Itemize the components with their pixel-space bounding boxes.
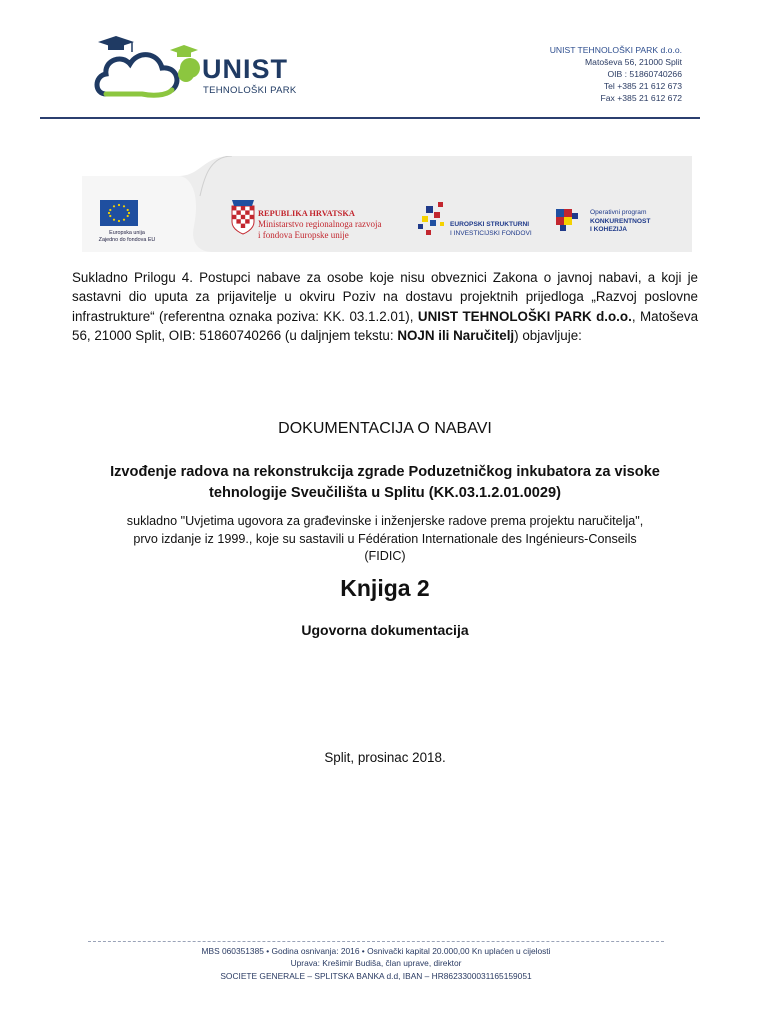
- intro-paragraph: [72, 268, 698, 345]
- cloud-icon: [97, 55, 177, 94]
- place-and-date: Split, prosinac 2018.: [324, 750, 446, 765]
- opkk-line: KONKURENTNOST: [590, 217, 651, 225]
- fidic-line: sukladno "Uvjetima ugovora za građevinske i inženjerske radove prema projektu naručitelja",: [126, 514, 644, 528]
- company-name: UNIST TEHNOLOŠKI PARK d.o.o.: [549, 45, 682, 55]
- croatian-coat-of-arms-icon: [232, 200, 254, 234]
- intro-text: , Matoševa 56, 21000 Split, OIB: 51860740266 (u daljnjem tekstu:: [72, 308, 699, 343]
- company-contact-block: [550, 44, 682, 104]
- ministry-line: i fondova Europske unije: [258, 230, 349, 240]
- subject-line: tehnologije Sveučilišta u Splitu (KK.03.1.2.01.0029): [209, 485, 561, 501]
- book-number: Knjiga 2: [340, 575, 430, 601]
- page-footer: [88, 945, 664, 982]
- logo-wordmark: UNIST: [202, 54, 288, 84]
- opkk-label: [590, 209, 650, 235]
- company-phone: Tel +385 21 612 673: [603, 81, 682, 91]
- document-title: DOKUMENTACIJA O NABAVI: [278, 420, 492, 437]
- esif-line: EUROPSKI STRUKTURNI: [450, 221, 530, 228]
- company-fax: Fax +385 21 612 672: [600, 93, 682, 103]
- logo-subtitle: TEHNOLOŠKI PARK: [203, 85, 297, 96]
- opkk-line: Operativni program: [590, 209, 647, 216]
- company-oib: OIB : 51860740266: [607, 69, 682, 79]
- intro-text: Sukladno Prilogu 4. Postupci nabave za osobe koje nisu obveznici Zakona o javnoj nabavi, a koji je sastavni dio uputa za prijavitelje u okviru Poziv na dostavu projektnih prijedloga „Razvoj poslovne infrastrukture“ (referentna oznaka poziva: KK. 03.1.2.01),: [72, 270, 698, 324]
- ministry-line: REPUBLIKA HRVATSKA: [258, 209, 355, 218]
- procurement-subject: [70, 462, 700, 504]
- ministry-line: Ministarstvo regionalnoga razvoja: [258, 219, 382, 229]
- footer-divider: [88, 941, 664, 942]
- header-divider: [40, 117, 700, 119]
- footer-bank: SOCIETE GENERALE – SPLITSKA BANKA d.d, IBAN – HR8623300031165159051: [220, 970, 532, 981]
- ministry-label: [258, 208, 381, 241]
- eu-caption-line: Zajedno do fondova EU: [98, 237, 156, 243]
- eu-flag-icon: [100, 200, 138, 226]
- esif-label: [450, 220, 532, 238]
- footer-registration: MBS 060351385 • Godina osnivanja: 2016 • Osnivački kapital 20.000,00 Kn uplaćen u cijelosti: [201, 946, 551, 956]
- intro-company-name: UNIST TEHNOLOŠKI PARK d.o.o.: [417, 308, 632, 324]
- eu-flag-caption: [96, 230, 158, 244]
- esif-line: I INVESTICIJSKI FONDOVI: [450, 230, 532, 237]
- intro-text: ) objavljuje:: [514, 327, 582, 343]
- funding-banner: [82, 156, 692, 256]
- subject-line: Izvođenje radova na rekonstrukcija zgrade Poduzetničkog inkubatora za visoke: [110, 464, 660, 480]
- graduation-cap-icon: [98, 36, 134, 52]
- fidic-reference: [70, 513, 700, 566]
- part-title: Ugovorna dokumentacija: [301, 622, 469, 638]
- company-address: Matoševa 56, 21000 Split: [585, 57, 682, 67]
- fidic-line: (FIDIC): [364, 549, 406, 563]
- opkk-line: I KOHEZIJA: [590, 226, 628, 233]
- intro-abbreviation: NOJN ili Naručitelj: [397, 327, 515, 343]
- footer-management: Uprava: Krešimir Budiša, član uprave, direktor: [290, 958, 462, 969]
- eu-caption-line: Europska unija: [109, 230, 145, 236]
- fidic-line: prvo izdanje iz 1999., koje su sastavili u Fédération Internationale des Ingénieurs-Conseils: [133, 531, 637, 546]
